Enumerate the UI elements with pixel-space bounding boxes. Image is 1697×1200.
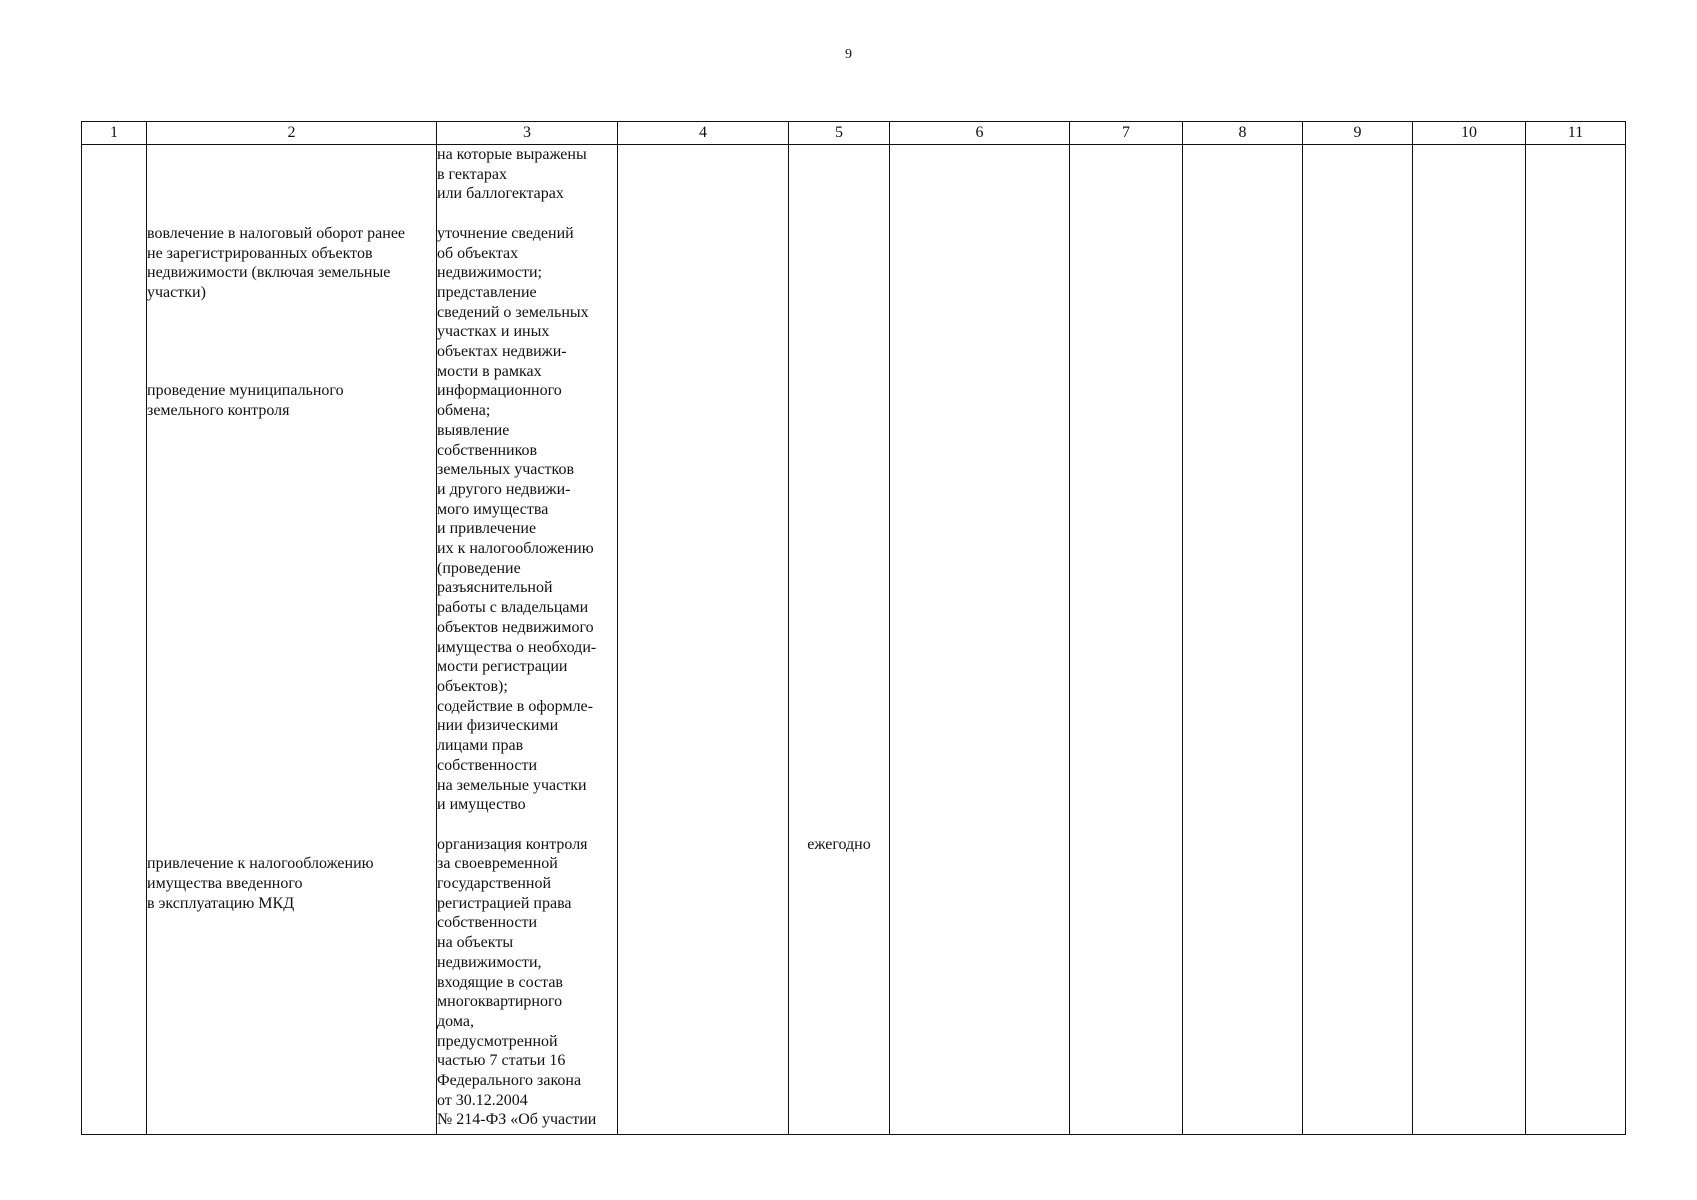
cell-col-11 bbox=[1526, 145, 1626, 1135]
column-header-3: 3 bbox=[437, 122, 618, 145]
column-header-6: 6 bbox=[890, 122, 1070, 145]
cell-measures: вовлечение в налоговый оборот ранее не зарегистрированных объектов недвижимости (включая земельные участки) проведение муниципального земельного контроля привлечение к налогообложению имущества введенного в эксплуатацию МКД bbox=[147, 145, 437, 1135]
cell-col-10 bbox=[1413, 145, 1526, 1135]
cell-col-8 bbox=[1183, 145, 1303, 1135]
cell-col-4 bbox=[618, 145, 789, 1135]
column-header-10: 10 bbox=[1413, 122, 1526, 145]
column-header-11: 11 bbox=[1526, 122, 1626, 145]
cell-period: ежегодно bbox=[789, 145, 890, 1135]
cell-col-7 bbox=[1070, 145, 1183, 1135]
header-row bbox=[82, 122, 1626, 145]
column-header-2: 2 bbox=[147, 122, 437, 145]
cell-col-1 bbox=[82, 145, 147, 1135]
column-header-5: 5 bbox=[789, 122, 890, 145]
cell-actions: на которые выражены в гектарах или баллогектарах уточнение сведений об объектах недвижимости; представление сведений о земельных участках и иных объектах недвижи- мости в рамках информационного обмена; выявление собственников земельных участков и другого недвижи- мого имущества и привлечение их к налогообложению (проведение разъяснительной работы с владельцами объектов недвижимого имущества о необходи- мости регистрации объектов); содействие в оформле- нии физическими лицами прав собственности на земельные участки и имущество организация контроля за своевременной государственной регистрацией права собственности на объекты недвижимости, входящие в состав многоквартирного дома, предусмотренной частью 7 статьи 16 Федерального закона от 30.12.2004 № 214-ФЗ «Об участии bbox=[437, 145, 618, 1135]
cell-col-6 bbox=[890, 145, 1070, 1135]
column-header-1: 1 bbox=[82, 122, 147, 145]
column-header-8: 8 bbox=[1183, 122, 1303, 145]
document-table bbox=[81, 121, 1626, 1135]
column-header-4: 4 bbox=[618, 122, 789, 145]
page-number: 9 bbox=[845, 47, 852, 62]
cell-col-9 bbox=[1303, 145, 1413, 1135]
table-row bbox=[82, 145, 1626, 1135]
column-header-7: 7 bbox=[1070, 122, 1183, 145]
column-header-9: 9 bbox=[1303, 122, 1413, 145]
